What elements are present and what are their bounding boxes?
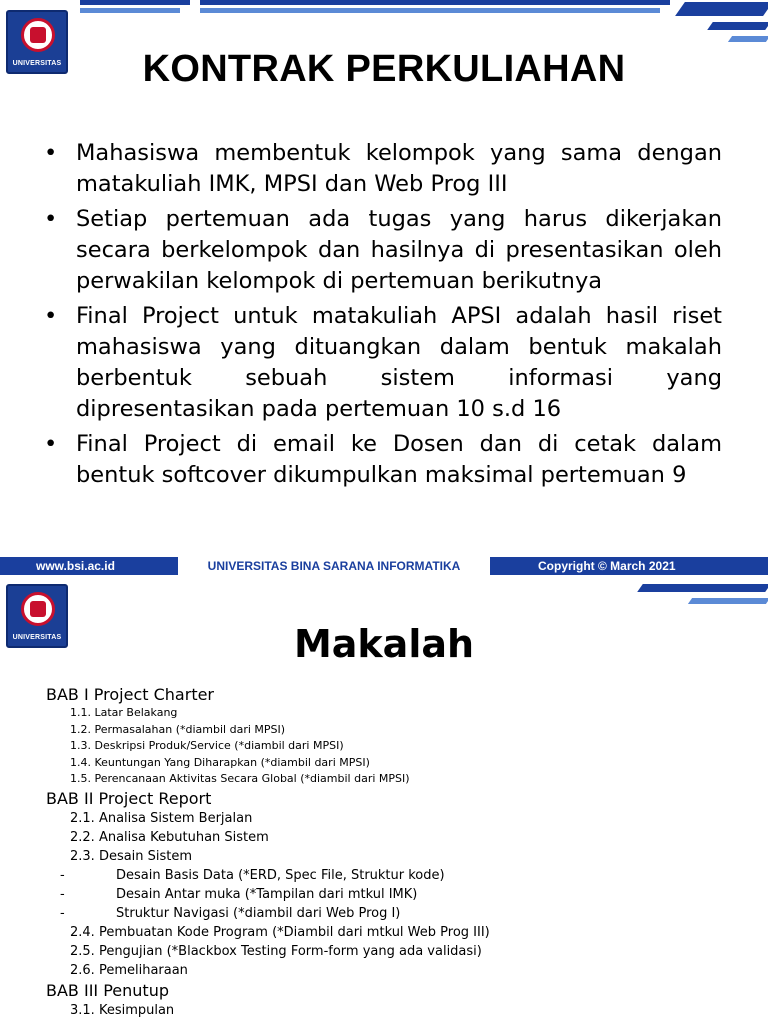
list-item: 2.2. Analisa Kebutuhan Sistem [70,829,269,845]
slide-title: Makalah [293,622,475,666]
footer-copyright: Copyright © March 2021 [530,557,684,575]
university-logo: UNIVERSITAS [6,10,68,74]
footer-university: UNIVERSITAS BINA SARANA INFORMATIKA [178,557,490,575]
list-item [46,866,746,885]
chapter-heading: BAB II Project Report [46,788,212,808]
list-item: 1.3. Deskripsi Produk/Service (*diambil dari MPSI) [70,739,344,752]
corner-stripe [728,36,768,42]
dash-marker: - [60,886,65,902]
header-stripe [200,0,670,5]
corner-stripe [675,2,768,16]
corner-stripe [688,598,768,604]
list-item-text: Desain Basis Data (*ERD, Spec File, Struktur kode) [116,867,445,883]
footer-url: www.bsi.ac.id [28,557,123,575]
list-item: 2.4. Pembuatan Kode Program (*Diambil dari mtkul Web Prog III) [70,924,490,940]
header-stripe [80,8,180,13]
university-logo: UNIVERSITAS [6,584,68,648]
chapter-outline [46,684,746,1020]
list-item: 1.1. Latar Belakang [70,706,178,719]
list-item: 1.5. Perencanaan Aktivitas Secara Global (*diambil dari MPSI) [70,772,410,785]
chapter-heading: BAB I Project Charter [46,685,215,704]
footer-banner [0,548,768,584]
slide-makalah [0,584,768,1024]
header-stripe [200,8,660,13]
bullet-item: • Setiap pertemuan ada tugas yang harus dikerjakan secara berkelompok dan hasilnya di presentasikan oleh perwakilan kelompok di pertemuan berikutnya [44,204,722,297]
list-item-text: Desain Antar muka (*Tampilan dari mtkul IMK) [116,886,418,902]
bullet-item: • Mahasiswa membentuk kelompok yang sama dengan matakuliah IMK, MPSI dan Web Prog III [44,138,722,200]
list-item: 1.4. Keuntungan Yang Diharapkan (*diambil dari MPSI) [70,755,370,769]
slide-title: KONTRAK PERKULIAHAN [142,48,626,90]
corner-stripe [707,22,768,30]
bullet-list [44,138,722,495]
bullet-item: • Final Project untuk matakuliah APSI adalah hasil riset mahasiswa yang dituangkan dalam bentuk makalah berbentuk sebuah sistem informasi yang dipresentasikan pada pertemuan 10 s.d 16 [44,301,722,425]
chapter-heading: BAB III Penutup [46,980,169,1000]
bullet-item: • Final Project di email ke Dosen dan di cetak dalam bentuk softcover dikumpulkan maksimal pertemuan 9 [44,429,722,491]
logo-emblem-icon [21,18,55,52]
list-item: 2.3. Desain Sistem [70,848,193,864]
corner-stripe [637,584,768,592]
header-stripe [80,0,190,5]
list-item: 1.2. Permasalahan (*diambil dari MPSI) [70,722,286,736]
logo-emblem-icon [21,592,55,626]
list-item: 2.6. Pemeliharaan [70,962,188,978]
list-item [46,904,746,923]
list-item [46,885,746,904]
list-item: 2.5. Pengujian (*Blackbox Testing Form-form yang ada validasi) [70,943,482,959]
dash-marker: - [60,867,65,883]
list-item-text: Struktur Navigasi (*diambil dari Web Prog I) [116,905,401,921]
list-item: 2.1. Analisa Sistem Berjalan [70,810,253,826]
list-item: 3.1. Kesimpulan [70,1002,175,1018]
dash-marker: - [60,905,65,921]
